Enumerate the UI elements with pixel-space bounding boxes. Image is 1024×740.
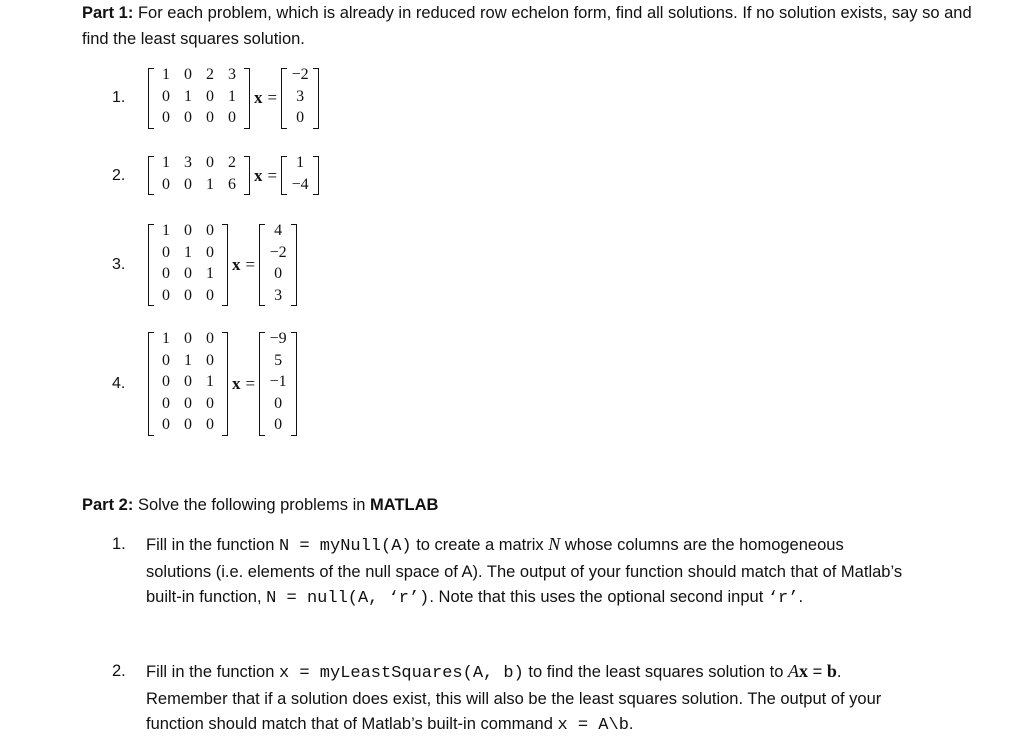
part1-intro: For each problem, which is already in reduced row echelon form, find all solutions. If no solution exists, say so and find the least squares solution. <box>82 4 972 48</box>
part2-label: Part 2: <box>82 496 134 514</box>
code-snippet: x = A\b <box>557 716 629 735</box>
matrix-entry: 0 <box>162 109 170 126</box>
matrix-entry: 0 <box>162 373 170 390</box>
matrix-entry: 0 <box>162 243 170 261</box>
equals-sign: = <box>267 165 278 185</box>
matrix-entry: 0 <box>184 109 192 126</box>
coefficient-matrix <box>148 222 228 308</box>
matrix-entry: 0 <box>162 394 170 412</box>
part2-intro: Solve the following problems in <box>137 496 366 514</box>
matrix-entry: 1 <box>206 265 214 282</box>
coefficient-matrix <box>148 330 228 438</box>
text-run: . Remember that if a solution does exist, this will also be the least squares solution. The output of your function should match that of Matlab’s built-in command <box>146 663 882 733</box>
matrix-entry: 0 <box>206 243 214 261</box>
matrix-entry: 1 <box>162 154 170 171</box>
equation-sign <box>250 88 281 108</box>
matrix-entry: 4 <box>274 222 283 239</box>
text-run: . <box>798 588 804 606</box>
matrix-entry: −4 <box>291 175 309 193</box>
problem-3 <box>112 222 297 308</box>
matrix-entry: 0 <box>184 66 192 83</box>
equation-sign <box>228 374 259 394</box>
matrix-entry: 3 <box>184 154 192 171</box>
matrix-entry: 1 <box>162 222 170 239</box>
matrix-entry: 0 <box>162 87 170 105</box>
part1-label: Part 1: <box>82 4 134 22</box>
problem-2 <box>112 154 319 197</box>
coefficient-matrix <box>148 154 250 197</box>
x-vector-symbol: x <box>254 88 263 108</box>
coefficient-matrix <box>148 66 250 131</box>
part2-heading <box>82 492 982 518</box>
matrix-entry: 1 <box>184 87 192 105</box>
rhs-vector <box>259 222 297 308</box>
matrix-entry: 1 <box>184 243 192 261</box>
matrix-entry: 0 <box>184 222 192 239</box>
matrix-entry: 1 <box>206 175 214 193</box>
item-text <box>146 659 912 739</box>
matrix-entry: 0 <box>184 416 192 433</box>
matrix-entry: 0 <box>206 109 214 126</box>
matrix-entry: 0 <box>206 416 214 433</box>
math-variable: A <box>788 661 799 681</box>
problem-4 <box>112 330 297 438</box>
matrix-entry: 0 <box>162 351 170 369</box>
matrix-entry: 1 <box>206 373 214 390</box>
code-snippet: N = myNull(A) <box>278 537 412 556</box>
matrix-entry: 0 <box>206 154 214 171</box>
matrix-entry: 0 <box>206 87 214 105</box>
matrix-entry: 0 <box>162 265 170 282</box>
code-snippet: ‘r’ <box>767 589 799 608</box>
x-vector-symbol: x <box>232 373 241 393</box>
matrix-entry: 1 <box>162 66 170 83</box>
code-snippet: N = null(A, ‘r’) <box>266 589 430 608</box>
problem-number: 1. <box>112 89 126 107</box>
math-equals: = <box>808 663 827 681</box>
matrix-entry: 0 <box>206 222 214 239</box>
rhs-vector <box>281 154 319 197</box>
matrix-entry: 0 <box>162 175 170 193</box>
matrix-entry: 0 <box>228 109 236 126</box>
matrix-entry: 0 <box>162 416 170 433</box>
matrix-entry: 3 <box>274 286 283 304</box>
x-vector-symbol: x <box>254 165 263 185</box>
rhs-vector <box>281 66 319 131</box>
equation-sign <box>228 255 259 275</box>
matrix-entry: 0 <box>184 330 192 347</box>
item-text <box>146 532 912 612</box>
matrix-entry: 5 <box>274 351 283 369</box>
matrix-entry: 0 <box>274 265 283 282</box>
x-vector-symbol: x <box>232 255 241 274</box>
matrix-entry: 0 <box>296 109 305 126</box>
matrix-entry: 1 <box>162 330 170 347</box>
equation-sign <box>250 166 281 186</box>
matrix-entry: 3 <box>228 66 236 83</box>
matrix-entry: 0 <box>206 394 214 412</box>
problem-number: 3. <box>112 256 126 273</box>
item-number: 2. <box>112 662 126 680</box>
matrix-entry: 0 <box>184 265 192 282</box>
math-variable: N <box>548 534 561 554</box>
matrix-entry: 0 <box>206 330 214 347</box>
matrix-entry: 2 <box>206 66 214 83</box>
matrix-entry: 0 <box>274 416 283 433</box>
part1-heading <box>82 0 982 52</box>
code-snippet: x = myLeastSquares(A, b) <box>278 664 524 683</box>
matrix-entry: 0 <box>184 175 192 193</box>
item-number: 1. <box>112 535 126 553</box>
text-run: Fill in the function <box>146 536 279 554</box>
matrix-entry: 3 <box>296 87 305 105</box>
matrix-entry: 0 <box>206 351 214 369</box>
matrix-entry: 0 <box>184 286 192 304</box>
matrix-entry: 1 <box>228 87 236 105</box>
rhs-vector <box>259 330 297 438</box>
matrix-entry: −9 <box>269 330 287 347</box>
equals-sign: = <box>245 373 256 393</box>
matrix-entry: −2 <box>269 243 287 261</box>
matrix-entry: 2 <box>228 154 236 171</box>
problem-number: 2. <box>112 166 126 184</box>
matrix-entry: 0 <box>184 373 192 390</box>
part2-item-1 <box>112 532 912 612</box>
text-run: Fill in the function <box>146 663 279 681</box>
text-run: to create a matrix <box>411 536 549 554</box>
equals-sign: = <box>267 88 278 108</box>
matrix-entry: 0 <box>206 286 214 304</box>
text-run: . Note that this uses the optional second input <box>429 588 768 606</box>
matrix-entry: 6 <box>228 175 236 193</box>
text-run: . <box>628 715 634 733</box>
text-run: whose columns are the homogeneous solutions (i.e. elements of the null space of A). The output of your function should match that of Matlab’s built-in function, <box>146 536 903 606</box>
math-vector: x <box>799 661 808 681</box>
problem-1 <box>112 66 319 131</box>
matrix-entry: −2 <box>291 66 309 83</box>
part2-intro-bold: MATLAB <box>370 496 439 514</box>
text-run: to find the least squares solution to <box>523 663 788 681</box>
matrix-entry: 0 <box>162 286 170 304</box>
matrix-entry: −1 <box>269 373 287 390</box>
problem-number: 4. <box>112 374 126 392</box>
part2-item-2 <box>112 659 912 739</box>
equals-sign: = <box>245 255 256 274</box>
matrix-entry: 1 <box>184 351 192 369</box>
math-vector: b <box>826 661 837 681</box>
matrix-entry: 0 <box>184 394 192 412</box>
matrix-entry: 0 <box>274 394 283 412</box>
matrix-entry: 1 <box>296 154 305 171</box>
